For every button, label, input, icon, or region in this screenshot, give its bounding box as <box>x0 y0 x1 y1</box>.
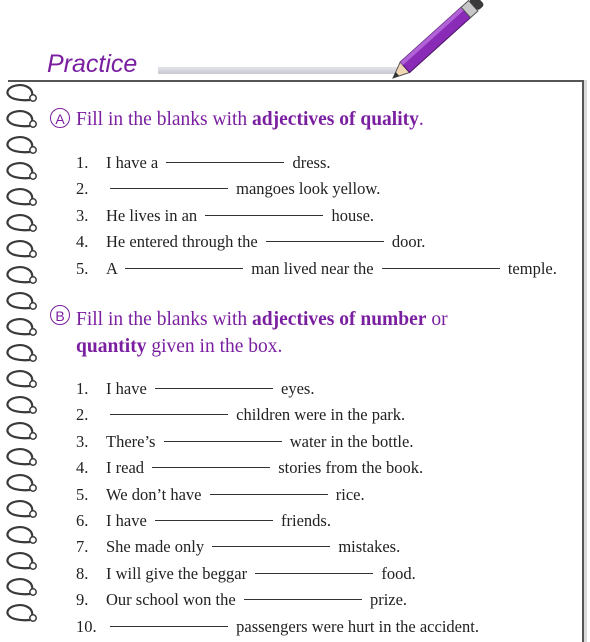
exercise-item <box>76 587 479 613</box>
item-text: I have a <box>106 153 163 172</box>
answer-blank[interactable] <box>212 534 330 547</box>
item-number: 3. <box>76 205 89 225</box>
answer-blank[interactable] <box>125 256 243 269</box>
section-b-list <box>76 376 479 640</box>
spiral-ring <box>7 397 36 413</box>
item-text: Our school won the <box>106 590 240 610</box>
item-text: A <box>106 258 122 278</box>
spiral-ring <box>7 475 36 491</box>
answer-blank[interactable] <box>244 587 362 600</box>
exercise-item <box>76 402 479 428</box>
item-number: 9. <box>76 590 89 610</box>
item-number: 4. <box>76 232 89 252</box>
spiral-ring <box>7 501 36 517</box>
answer-blank[interactable] <box>110 614 228 627</box>
item-text: There’s <box>106 431 160 451</box>
item-text: She made only <box>106 537 209 557</box>
spiral-ring <box>7 605 36 621</box>
answer-blank[interactable] <box>164 429 282 442</box>
answer-blank[interactable] <box>266 229 384 242</box>
spiral-ring <box>7 345 36 361</box>
item-text: He entered through the <box>106 232 262 252</box>
item-text: door. <box>387 232 426 252</box>
exercise-item <box>76 482 479 508</box>
item-number: 6. <box>76 511 89 531</box>
item-text: I will give the beggar <box>106 563 252 583</box>
answer-blank[interactable] <box>110 402 228 415</box>
exercise-item <box>76 561 479 587</box>
item-text: mangoes look yellow. <box>232 179 381 199</box>
spiral-ring <box>7 189 36 205</box>
section-b-badge: B <box>50 305 70 325</box>
spiral-ring <box>7 371 36 387</box>
spiral-ring <box>7 111 36 127</box>
spiral-ring <box>7 449 36 465</box>
item-text: food. <box>377 563 416 583</box>
item-text: stories from the book. <box>274 458 424 478</box>
spiral-ring <box>7 241 36 257</box>
spiral-ring <box>7 293 36 309</box>
spiral-ring <box>7 423 36 439</box>
exercise-item <box>76 508 479 534</box>
item-text: He lives in an <box>106 205 202 225</box>
item-text: water in the bottle. <box>285 431 414 451</box>
item-text: children were in the park. <box>232 405 406 425</box>
exercise-item <box>76 229 557 255</box>
page-title: Practice <box>47 50 138 78</box>
answer-blank[interactable] <box>110 176 228 189</box>
spiral-ring <box>7 319 36 335</box>
spiral-ring <box>7 579 36 595</box>
item-number: 2. <box>76 405 89 425</box>
item-number: 2. <box>76 179 89 199</box>
item-number: 5. <box>76 258 89 278</box>
item-number: 3. <box>76 431 89 451</box>
item-text: passengers were hurt in the accident. <box>232 616 479 636</box>
answer-blank[interactable] <box>210 482 328 495</box>
item-text: rice. <box>331 484 365 504</box>
item-text: man lived near the <box>247 258 378 278</box>
answer-blank[interactable] <box>166 150 284 163</box>
item-text: house. <box>327 205 375 225</box>
item-text: I read <box>106 458 149 478</box>
answer-blank[interactable] <box>152 455 270 468</box>
exercise-item <box>76 534 479 560</box>
answer-blank[interactable] <box>155 376 273 389</box>
title-underline <box>158 67 398 74</box>
spiral-ring <box>7 527 36 543</box>
exercise-item <box>76 176 557 202</box>
exercise-item <box>76 150 557 176</box>
spiral-ring <box>7 85 36 101</box>
answer-blank[interactable] <box>255 561 373 574</box>
answer-blank[interactable] <box>155 508 273 521</box>
item-number: 10. <box>76 616 97 636</box>
item-text: I have <box>106 511 151 531</box>
item-text: friends. <box>276 511 331 531</box>
exercise-item <box>76 256 557 282</box>
spiral-ring <box>7 267 36 283</box>
item-text: temple. <box>503 258 557 278</box>
item-number: 5. <box>76 484 89 504</box>
section-b-heading: Fill in the blanks with adjectives of number or quantity given in the box. <box>76 309 448 357</box>
section-a-list <box>76 150 557 282</box>
item-text: mistakes. <box>334 537 401 557</box>
item-number: 1. <box>76 153 89 172</box>
exercise-item <box>76 455 479 481</box>
section-a-badge: A <box>50 108 70 128</box>
exercise-item <box>76 376 479 402</box>
item-text: I have <box>106 379 151 398</box>
item-number: 1. <box>76 379 89 398</box>
exercise-item <box>76 203 557 229</box>
spiral-ring <box>7 215 36 231</box>
section-a-heading: Fill in the blanks with adjectives of quality. <box>76 109 424 130</box>
answer-blank[interactable] <box>382 256 500 269</box>
pencil-icon <box>385 0 485 85</box>
item-number: 8. <box>76 563 89 583</box>
item-text: eyes. <box>276 379 315 398</box>
item-text: dress. <box>288 153 331 172</box>
item-number: 7. <box>76 537 89 557</box>
spiral-ring <box>7 553 36 569</box>
spiral-ring <box>7 163 36 179</box>
item-number: 4. <box>76 458 89 478</box>
exercise-item <box>76 429 479 455</box>
item-text: prize. <box>365 590 408 610</box>
spiral-ring <box>7 137 36 153</box>
exercise-item <box>76 614 479 640</box>
answer-blank[interactable] <box>205 203 323 216</box>
item-text: We don’t have <box>106 484 206 504</box>
spiral-binding-icon <box>0 82 48 630</box>
